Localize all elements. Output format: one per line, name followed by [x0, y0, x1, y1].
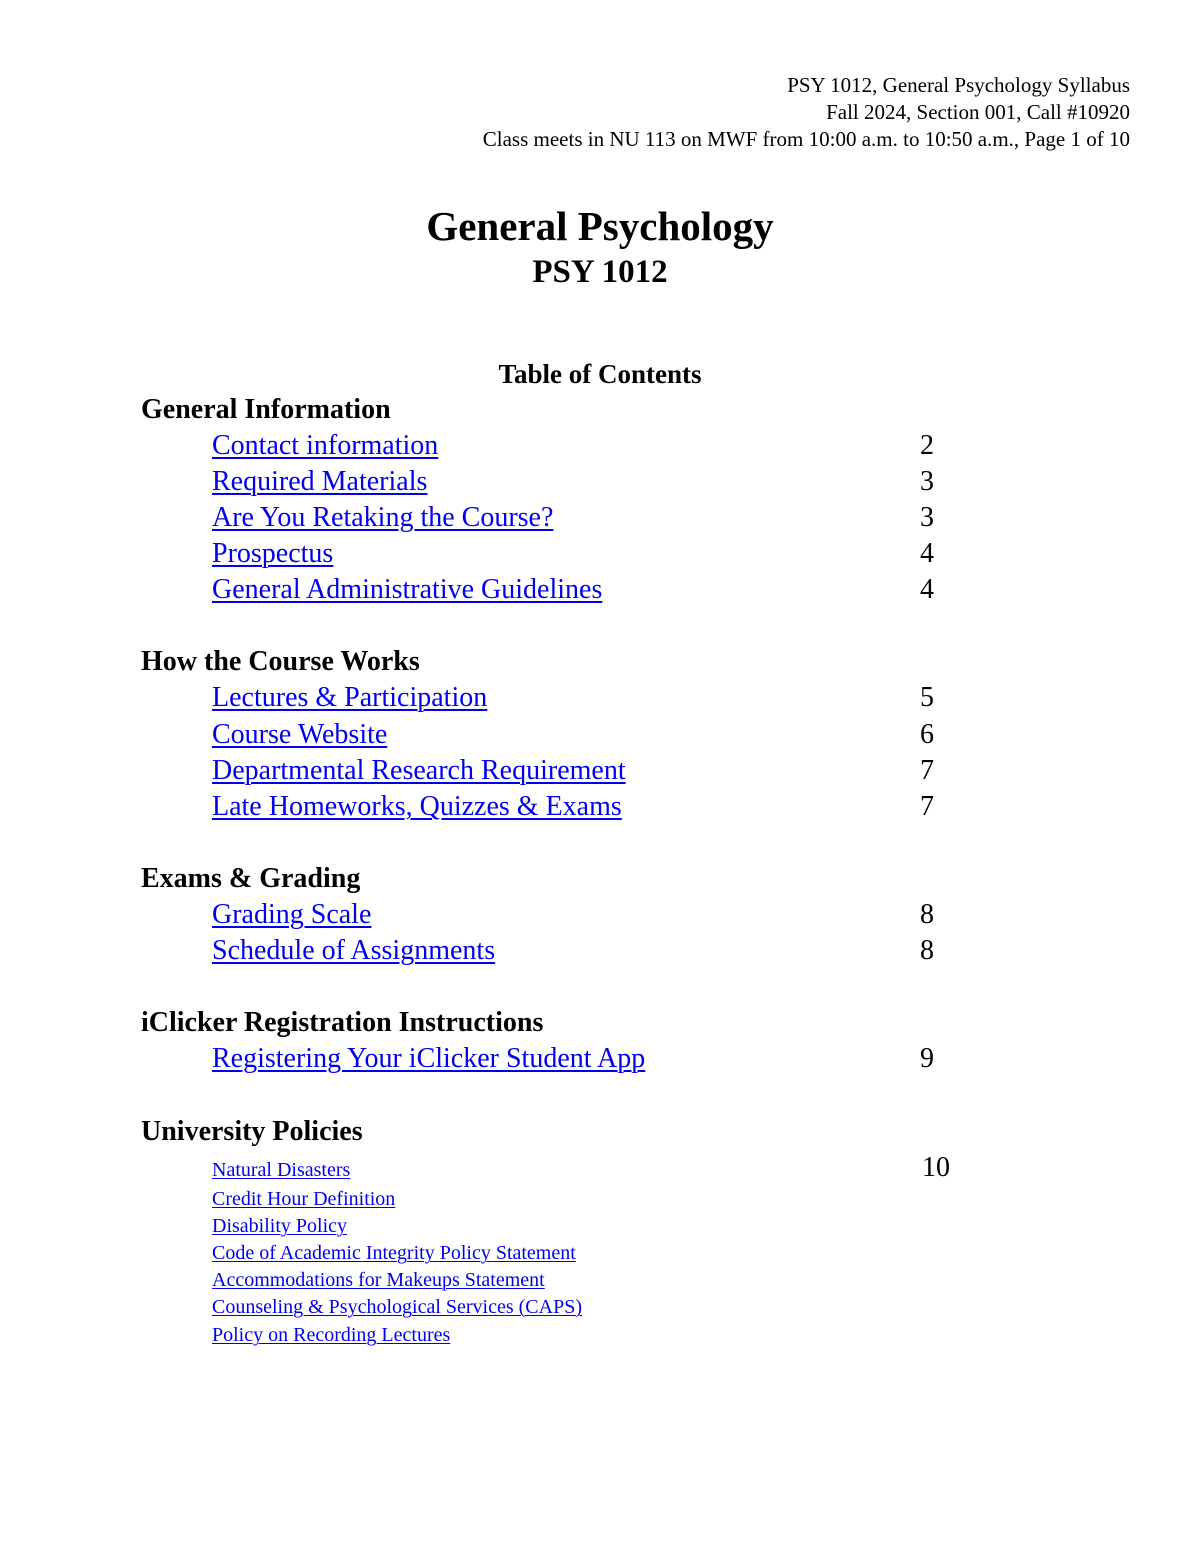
toc-page-number: 7: [920, 755, 934, 786]
toc-link-iclicker-app[interactable]: Registering Your iClicker Student App: [212, 1043, 646, 1074]
toc-link-required-materials[interactable]: Required Materials: [212, 466, 428, 497]
toc-link-retaking-course[interactable]: Are You Retaking the Course?: [212, 502, 554, 533]
toc-page-number: 9: [920, 1043, 934, 1074]
toc-link-prospectus[interactable]: Prospectus: [212, 538, 334, 569]
toc-link-course-website[interactable]: Course Website: [212, 719, 388, 750]
toc-link-research-requirement[interactable]: Departmental Research Requirement: [212, 755, 626, 786]
section-heading-university-policies: University Policies: [141, 1116, 363, 1147]
toc-page-number: 3: [920, 502, 934, 533]
toc-link-lectures-participation[interactable]: Lectures & Participation: [212, 682, 488, 713]
toc-link-schedule-assignments[interactable]: Schedule of Assignments: [212, 935, 496, 966]
header-meeting-line: Class meets in NU 113 on MWF from 10:00 a.m. to 10:50 a.m., Page 1 of 10: [482, 127, 1130, 151]
toc-page-number: 6: [920, 719, 934, 750]
page-title: General Psychology: [426, 203, 774, 249]
toc-link-makeups-statement[interactable]: Accommodations for Makeups Statement: [212, 1269, 545, 1291]
toc-link-contact-information[interactable]: Contact information: [212, 430, 439, 461]
toc-page-number: 5: [920, 682, 934, 713]
toc-page-number: 4: [920, 538, 934, 569]
toc-page-number: 4: [920, 574, 934, 605]
section-heading-iclicker: iClicker Registration Instructions: [141, 1007, 544, 1038]
toc-page-number: 8: [920, 899, 934, 930]
toc-page-number: 7: [920, 791, 934, 822]
toc-link-late-work[interactable]: Late Homeworks, Quizzes & Exams: [212, 791, 622, 822]
section-heading-general-information: General Information: [141, 394, 391, 425]
toc-page-number: 8: [920, 935, 934, 966]
section-heading-how-course-works: How the Course Works: [141, 646, 420, 677]
toc-heading: Table of Contents: [498, 359, 702, 389]
toc-link-credit-hour[interactable]: Credit Hour Definition: [212, 1188, 396, 1210]
header-course-line: PSY 1012, General Psychology Syllabus: [787, 73, 1130, 97]
toc-link-academic-integrity[interactable]: Code of Academic Integrity Policy Statement: [212, 1242, 576, 1264]
toc-link-disability-policy[interactable]: Disability Policy: [212, 1215, 347, 1237]
toc-link-grading-scale[interactable]: Grading Scale: [212, 899, 372, 930]
toc-page-number: 2: [920, 430, 934, 461]
header-term-line: Fall 2024, Section 001, Call #10920: [826, 100, 1130, 124]
toc-link-natural-disasters[interactable]: Natural Disasters: [212, 1159, 351, 1181]
running-header: [483, 72, 1130, 153]
toc-link-recording-lectures[interactable]: Policy on Recording Lectures: [212, 1324, 451, 1346]
toc-page-number: 3: [920, 466, 934, 497]
course-code: PSY 1012: [532, 254, 668, 290]
toc-link-administrative-guidelines[interactable]: General Administrative Guidelines: [212, 574, 603, 605]
toc-page-number: 10: [922, 1152, 950, 1183]
section-heading-exams-grading: Exams & Grading: [141, 863, 361, 894]
toc-link-caps[interactable]: Counseling & Psychological Services (CAPS): [212, 1296, 582, 1318]
